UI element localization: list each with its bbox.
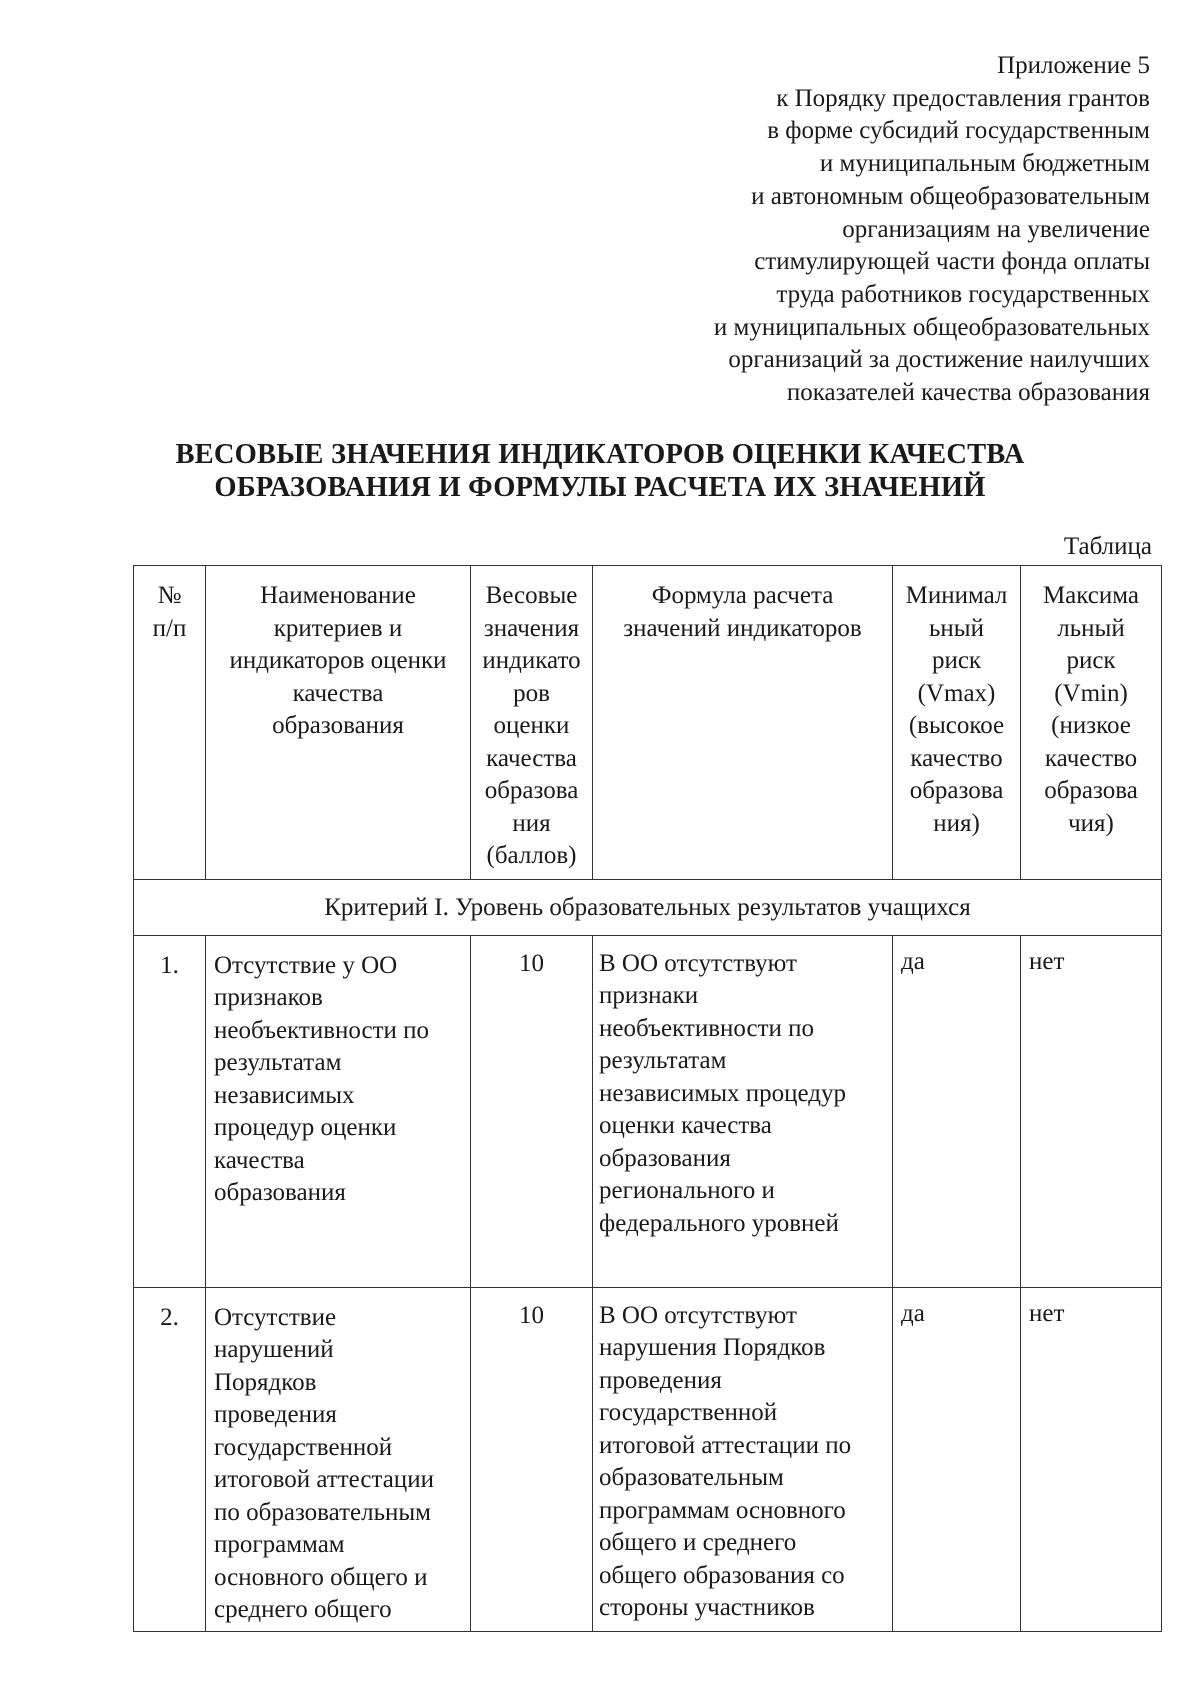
cell-line: индикато xyxy=(482,647,581,674)
appendix-line: и муниципальным бюджетным xyxy=(819,150,1150,178)
cell-line: результатам xyxy=(214,1049,342,1076)
document-title xyxy=(120,438,1080,504)
cell-line: (Vmax) xyxy=(917,679,996,707)
row-formula xyxy=(593,1287,893,1631)
cell-line: Отсутствие у ОО xyxy=(214,951,398,979)
cell-line: оценки качества xyxy=(599,1112,772,1139)
cell-line: ния) xyxy=(933,809,980,837)
cell-line: регионального и xyxy=(599,1177,775,1204)
cell-line: программам основного xyxy=(599,1496,846,1524)
cell-line: образова xyxy=(484,777,579,804)
criterion-row xyxy=(134,879,1162,935)
criterion-label: Критерий I. Уровень образовательных результатов учащихся xyxy=(134,879,1162,935)
cell-line: итоговой аттестации xyxy=(214,1466,434,1493)
cell-line: риск xyxy=(931,647,982,674)
cell-line: по образовательным xyxy=(214,1498,431,1526)
header-name xyxy=(206,566,471,880)
row-number: 2. xyxy=(134,1287,206,1631)
table-header-row xyxy=(134,566,1162,880)
cell-line: федерального уровней xyxy=(599,1209,839,1237)
cell-line: п/п xyxy=(152,614,187,642)
cell-line: независимых процедур xyxy=(599,1079,847,1107)
cell-line: значений индикаторов xyxy=(623,614,862,642)
cell-line: проведения xyxy=(214,1401,337,1428)
cell-line: нарушения Порядков xyxy=(599,1334,826,1361)
appendix-line: организациям на увеличение xyxy=(842,215,1150,243)
cell-line: Весовые xyxy=(485,582,578,609)
title-line-1: ВЕСОВЫЕ ЗНАЧЕНИЯ ИНДИКАТОРОВ ОЦЕНКИ КАЧЕСТВА xyxy=(175,439,1025,470)
cell-line: основного общего и xyxy=(214,1563,428,1591)
header-num xyxy=(134,566,206,880)
cell-line: необъективности по xyxy=(599,1014,815,1042)
cell-line: (Vmin) xyxy=(1054,679,1128,707)
cell-line: образования xyxy=(214,1179,346,1206)
cell-line: признаков xyxy=(214,984,323,1011)
cell-line: образования xyxy=(272,712,404,739)
cell-line: Минимал xyxy=(905,582,1008,609)
cell-line: образовательным xyxy=(599,1464,784,1491)
header-weight xyxy=(471,566,593,880)
cell-line: стороны участников xyxy=(599,1594,815,1621)
cell-line: (высокое xyxy=(908,712,1005,739)
cell-line: Наименование xyxy=(260,582,416,609)
cell-line: № xyxy=(157,582,182,609)
row-indicator-name xyxy=(206,1287,471,1631)
cell-line: образова xyxy=(909,777,1004,804)
row-min-risk: да xyxy=(893,1287,1021,1631)
cell-line: ров xyxy=(513,679,550,707)
appendix-line: в форме субсидий государственным xyxy=(767,117,1150,145)
title-line-2: ОБРАЗОВАНИЯ И ФОРМУЛЫ РАСЧЕТА ИХ ЗНАЧЕНИЙ xyxy=(214,472,986,503)
cell-line: критериев и xyxy=(273,614,403,642)
cell-line: льный xyxy=(1057,614,1125,642)
appendix-header xyxy=(550,50,1150,410)
appendix-line: и муниципальных общеобразовательных xyxy=(713,313,1150,341)
cell-line: значения xyxy=(483,614,580,642)
appendix-line: и автономным общеобразовательным xyxy=(751,182,1150,210)
appendix-line: труда работников государственных xyxy=(776,280,1150,308)
cell-line: результатам xyxy=(599,1047,727,1074)
cell-line: нарушений xyxy=(214,1336,334,1363)
cell-line: качества xyxy=(214,1146,305,1174)
cell-line: общего образования со xyxy=(599,1561,845,1589)
cell-line: процедур оценки xyxy=(214,1114,397,1141)
cell-line: государственной xyxy=(599,1399,778,1426)
row-number: 1. xyxy=(134,935,206,1287)
row-weight: 10 xyxy=(471,935,593,1287)
cell-line: независимых xyxy=(214,1081,355,1109)
table-row xyxy=(134,935,1162,1287)
cell-line: среднего общего xyxy=(214,1596,392,1623)
cell-line: необъективности по xyxy=(214,1016,430,1044)
cell-line: качества xyxy=(486,744,577,772)
cell-line: Порядков xyxy=(214,1368,317,1396)
row-indicator-name xyxy=(206,935,471,1287)
cell-line: оценки xyxy=(493,712,570,739)
cell-line: ьный xyxy=(929,614,984,642)
cell-line: качество xyxy=(1044,744,1138,772)
table-label: Таблица xyxy=(1063,533,1152,560)
cell-line: образования xyxy=(599,1144,731,1172)
cell-line: качества xyxy=(292,679,384,707)
cell-line: (низкое xyxy=(1051,712,1131,739)
header-max-risk xyxy=(1021,566,1162,880)
header-formula xyxy=(593,566,893,880)
row-weight: 10 xyxy=(471,1287,593,1631)
cell-line: программам xyxy=(214,1531,345,1558)
row-formula xyxy=(593,935,893,1287)
cell-line: Формула расчета xyxy=(651,582,834,609)
indicators-table xyxy=(133,565,1162,1632)
appendix-line: стимулирующей части фонда оплаты xyxy=(754,248,1150,276)
cell-line: ния xyxy=(512,809,551,837)
row-max-risk: нет xyxy=(1021,935,1162,1287)
header-min-risk xyxy=(893,566,1021,880)
cell-line: Максима xyxy=(1042,582,1140,609)
cell-line: В ОО отсутствуют xyxy=(599,949,797,977)
cell-line: проведения xyxy=(599,1366,722,1394)
table-row xyxy=(134,1287,1162,1631)
appendix-line: к Порядку предоставления грантов xyxy=(776,84,1150,112)
cell-line: В ОО отсутствуют xyxy=(599,1301,797,1329)
cell-line: итоговой аттестации по xyxy=(599,1431,852,1459)
cell-line: чия) xyxy=(1068,809,1114,837)
cell-line: (баллов) xyxy=(486,842,577,869)
appendix-line: Приложение 5 xyxy=(997,52,1150,79)
appendix-line: организаций за достижение наилучших xyxy=(728,346,1150,374)
cell-line: индикаторов оценки xyxy=(229,647,447,674)
cell-line: риск xyxy=(1066,647,1116,674)
cell-line: образова xyxy=(1044,777,1138,804)
row-min-risk: да xyxy=(893,935,1021,1287)
appendix-line: показателей качества образования xyxy=(786,379,1150,407)
row-max-risk: нет xyxy=(1021,1287,1162,1631)
cell-line: признаки xyxy=(599,982,699,1009)
cell-line: Отсутствие xyxy=(214,1303,337,1331)
cell-line: государственной xyxy=(214,1433,393,1461)
cell-line: общего и среднего xyxy=(599,1529,797,1556)
cell-line: качество xyxy=(910,744,1003,772)
